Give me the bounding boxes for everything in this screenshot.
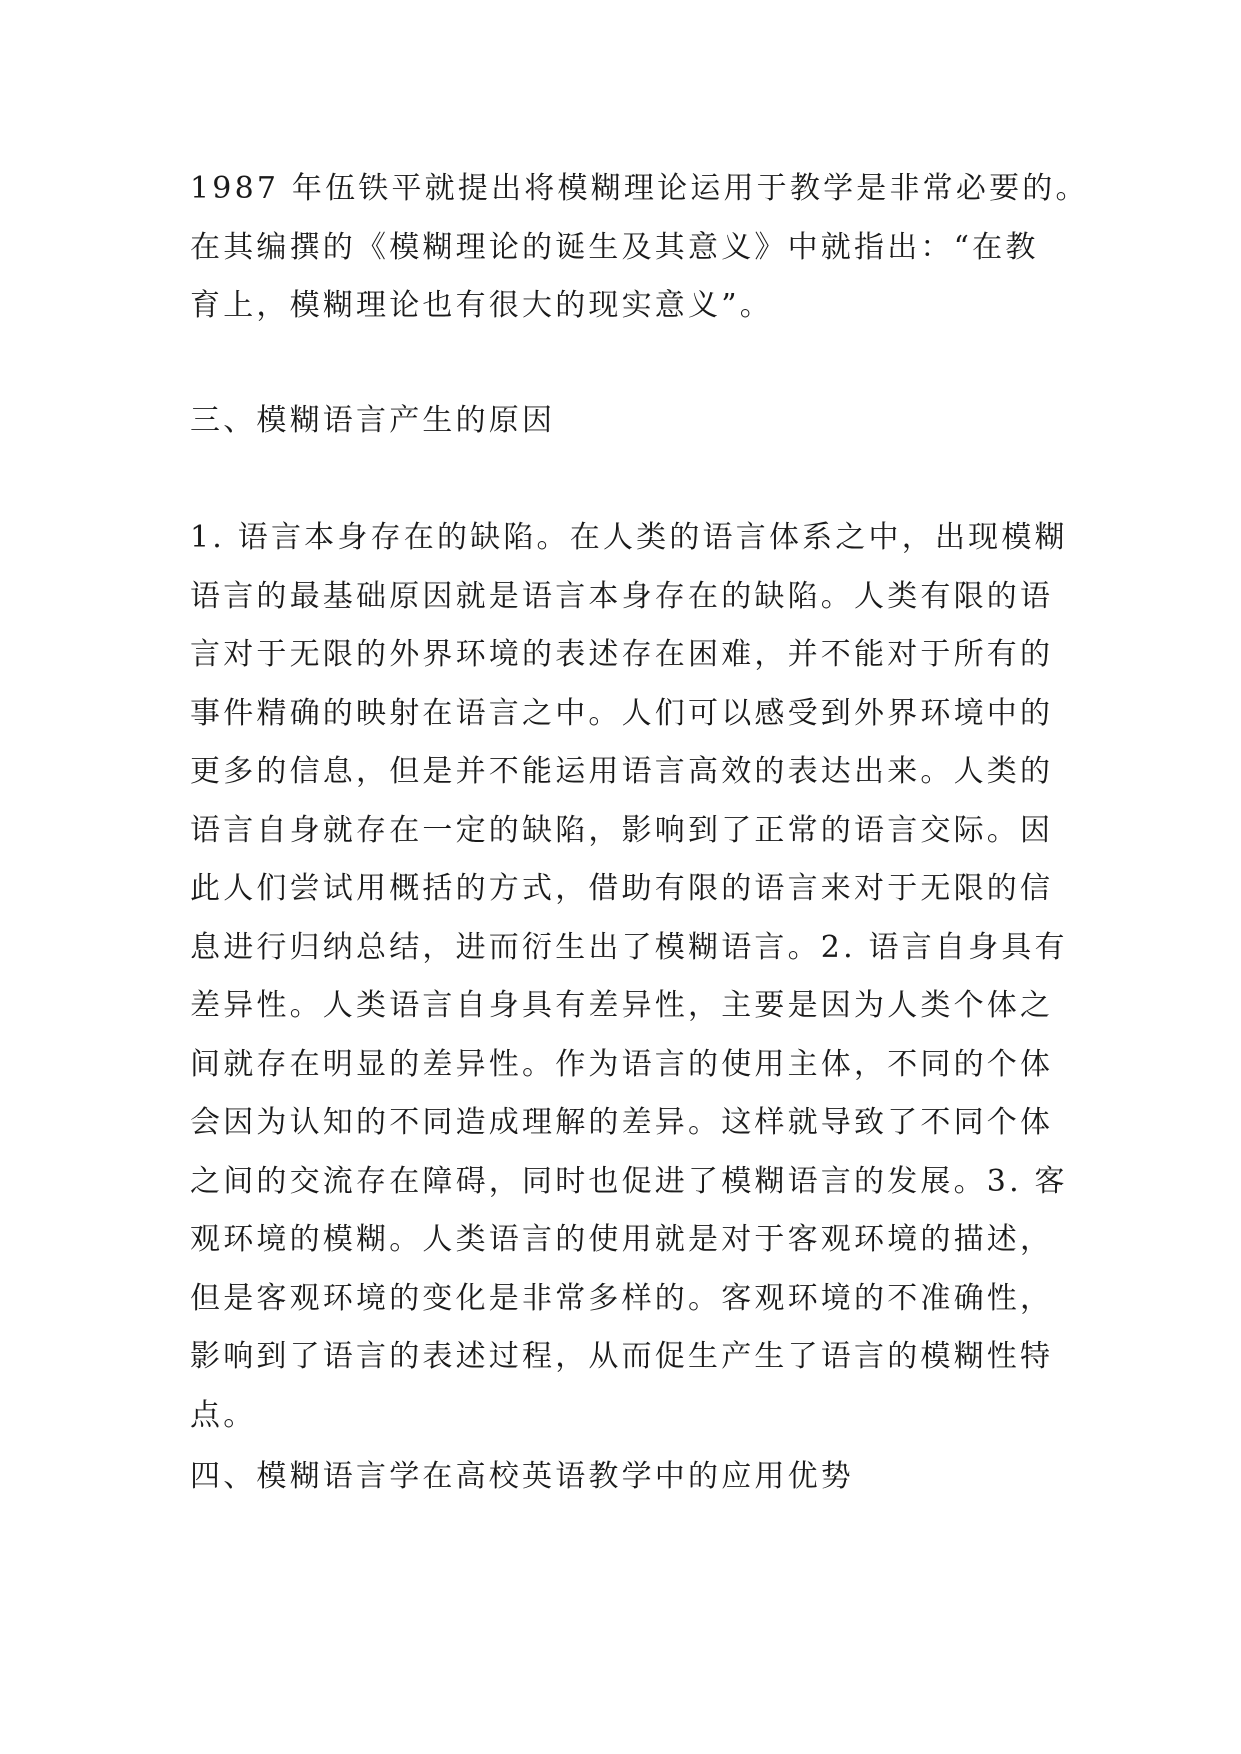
intro-paragraph <box>190 160 1089 336</box>
section-four-heading: 四、模糊语言学在高校英语教学中的应用优势 <box>190 1459 854 1494</box>
body-line-1: 1. 语言本身存在的缺陷。在人类的语言体系之中，出现模糊 <box>190 520 1068 555</box>
body-line-13: 观环境的模糊。人类语言的使用就是对于客观环境的描述， <box>190 1222 1054 1257</box>
section-three-heading-block <box>190 392 1060 451</box>
body-line-7: 此人们尝试用概括的方式，借助有限的语言来对于无限的信 <box>190 871 1054 906</box>
body-line-11: 会因为认知的不同造成理解的差异。这样就导致了不同个体 <box>190 1105 1054 1140</box>
intro-line-3: 育上，模糊理论也有很大的现实意义”。 <box>190 288 773 323</box>
body-line-9: 差异性。人类语言自身具有差异性，主要是因为人类个体之 <box>190 988 1054 1023</box>
intro-line-1: 1987 年伍铁平就提出将模糊理论运用于教学是非常必要的。 <box>190 171 1089 206</box>
body-line-12: 之间的交流存在障碍，同时也促进了模糊语言的发展。3. 客 <box>190 1163 1068 1199</box>
body-line-8: 息进行归纳总结，进而衍生出了模糊语言。2. 语言自身具有 <box>190 929 1068 965</box>
body-line-4: 事件精确的映射在语言之中。人们可以感受到外界环境中的 <box>190 695 1054 731</box>
section-three-body <box>190 509 1068 1445</box>
body-line-10: 间就存在明显的差异性。作为语言的使用主体，不同的个体 <box>190 1046 1054 1082</box>
body-line-16: 点。 <box>190 1397 257 1433</box>
section-three-heading: 三、模糊语言产生的原因 <box>190 403 556 438</box>
body-line-3: 言对于无限的外界环境的表述存在困难，并不能对于所有的 <box>190 637 1054 672</box>
section-four-heading-block <box>190 1448 1060 1507</box>
body-line-5: 更多的信息，但是并不能运用语言高效的表达出来。人类的 <box>190 754 1054 789</box>
body-line-2: 语言的最基础原因就是语言本身存在的缺陷。人类有限的语 <box>190 578 1054 614</box>
intro-line-2: 在其编撰的《模糊理论的诞生及其意义》中就指出：“在教 <box>190 229 1039 265</box>
body-line-14: 但是客观环境的变化是非常多样的。客观环境的不准确性， <box>190 1280 1054 1316</box>
body-line-6: 语言自身就存在一定的缺陷，影响到了正常的语言交际。因 <box>190 812 1054 848</box>
body-line-15: 影响到了语言的表述过程，从而促生产生了语言的模糊性特 <box>190 1339 1054 1374</box>
